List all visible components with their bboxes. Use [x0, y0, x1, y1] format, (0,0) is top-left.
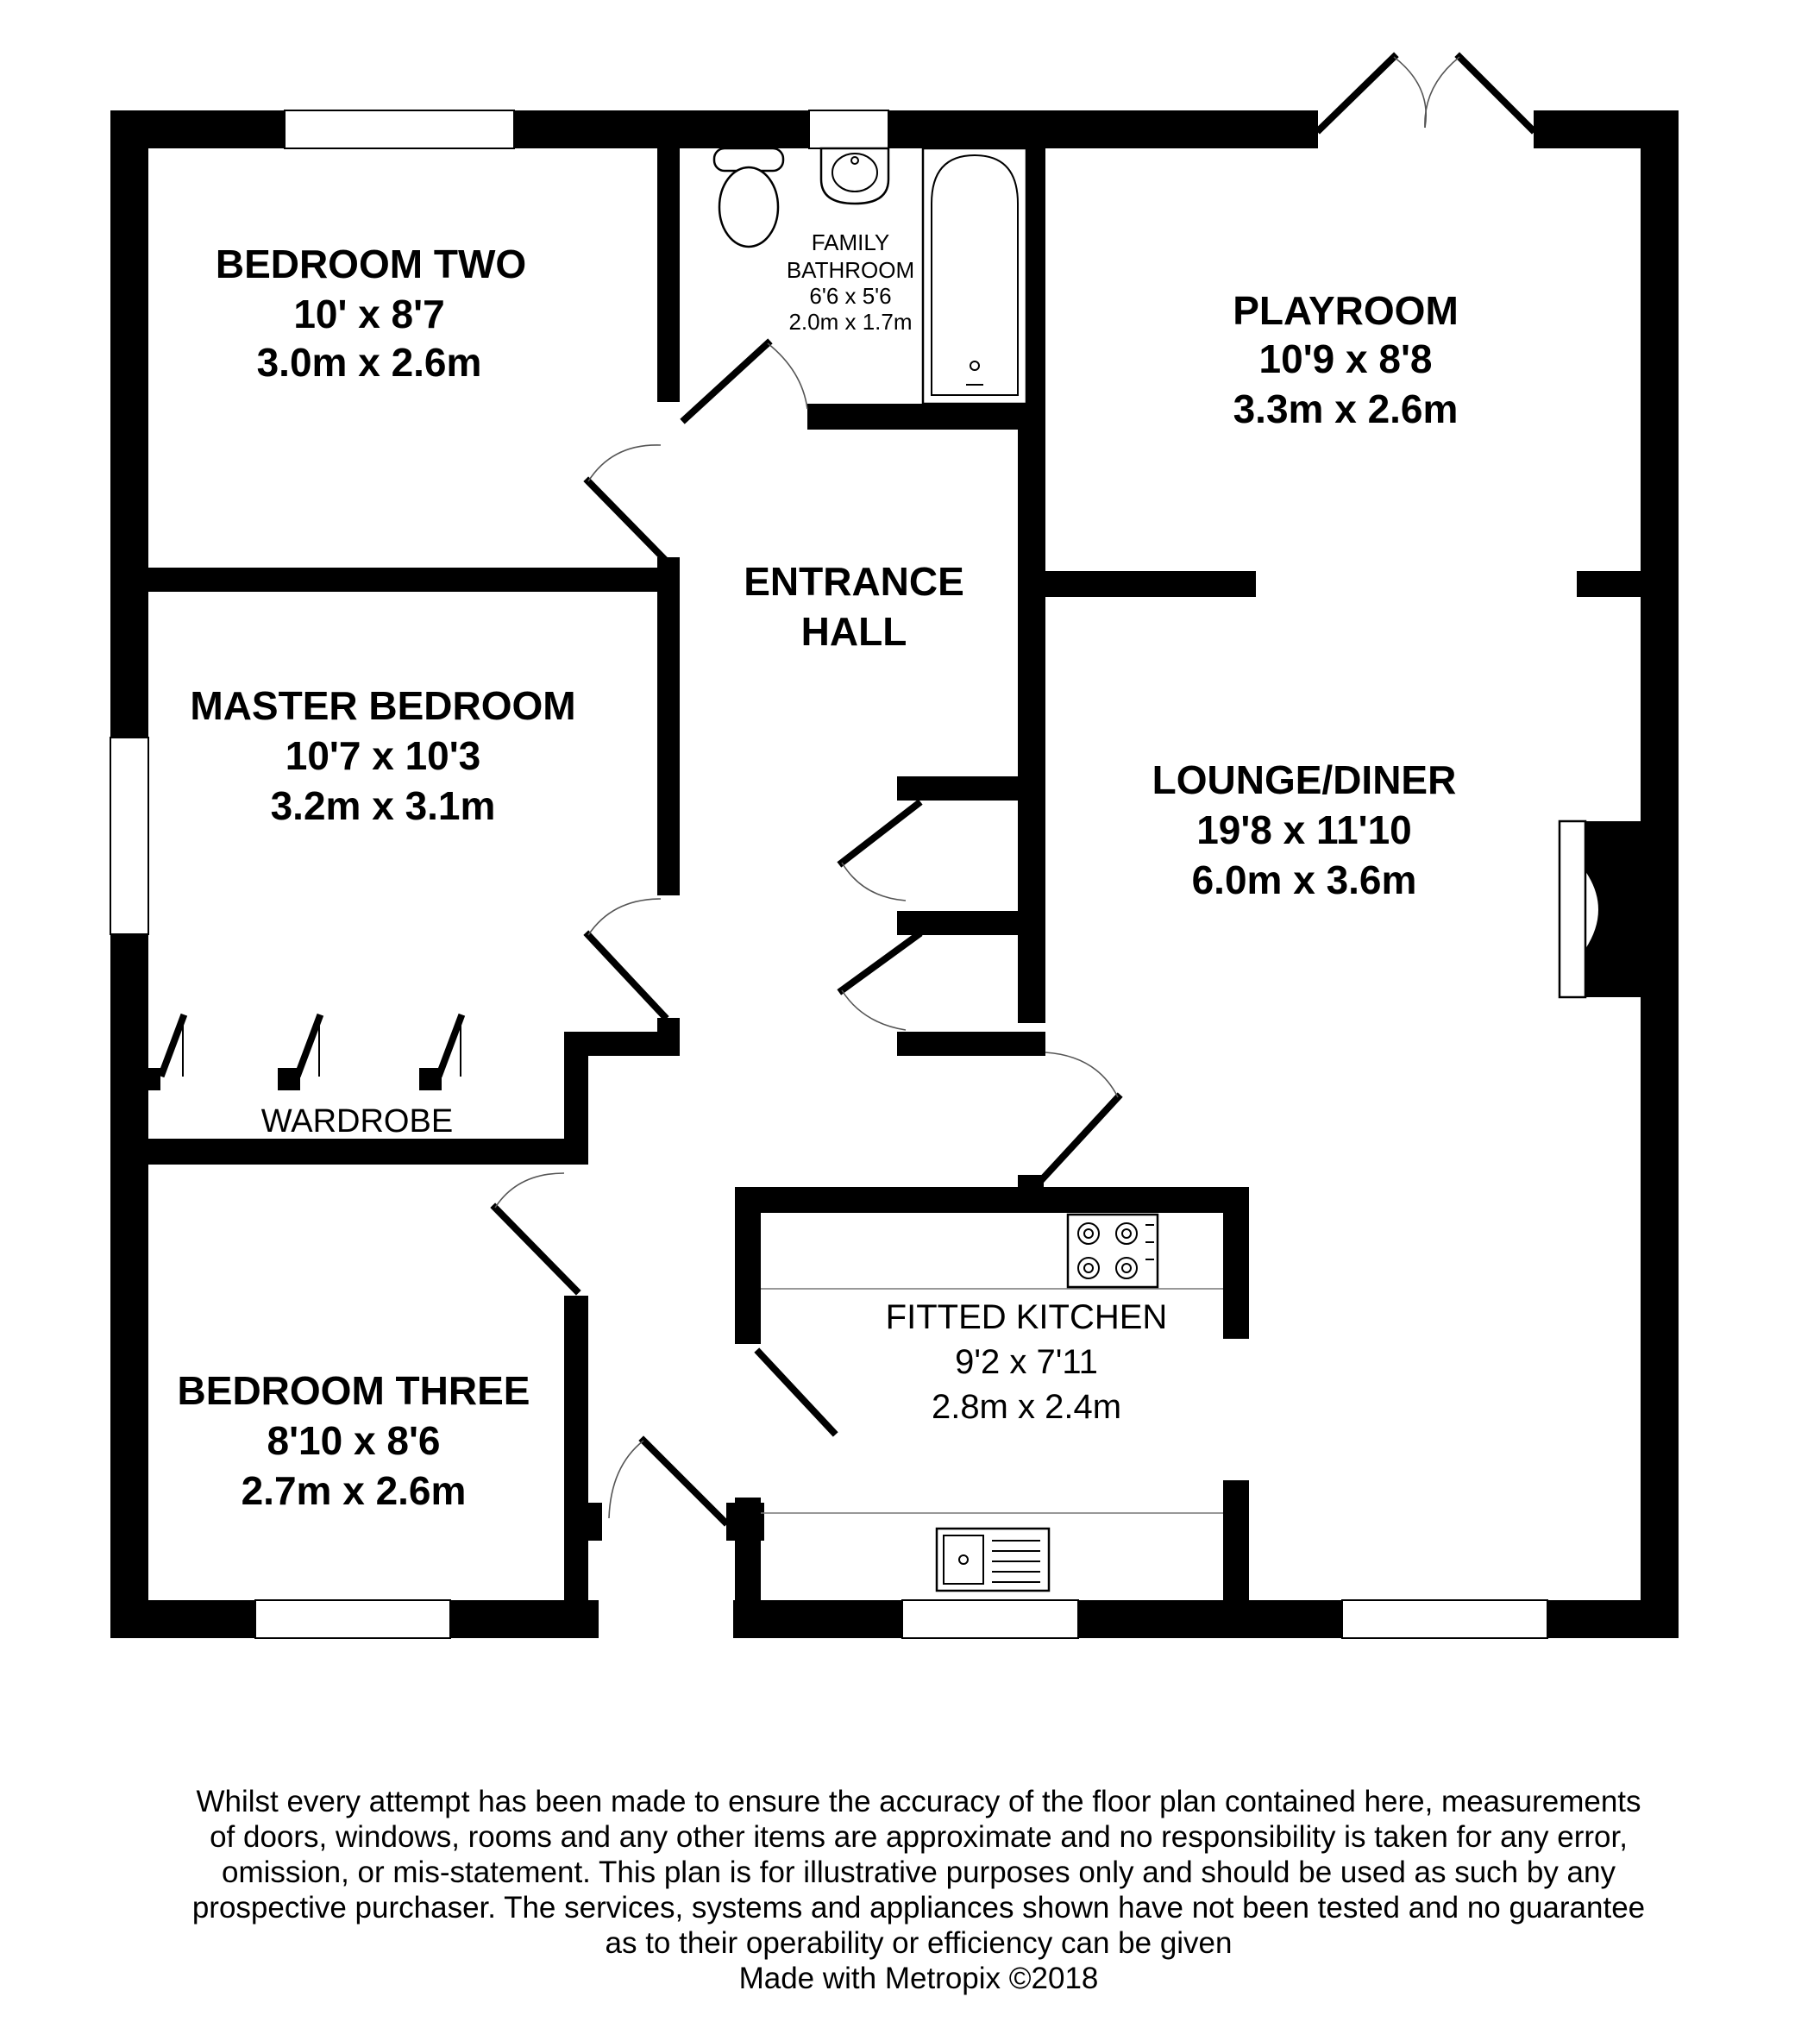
bedroom-three-door	[495, 1208, 576, 1290]
bedroom-two-door	[588, 481, 668, 562]
disclaimer	[155, 1784, 1682, 1996]
wall-kitchen-left-knob	[726, 1503, 764, 1541]
wardrobe-post-1	[148, 1068, 160, 1090]
lounge-diner-name: LOUNGE/DINER	[1152, 757, 1457, 802]
window-lounge	[1342, 1600, 1547, 1638]
patio-door-right	[1459, 57, 1532, 129]
bedroom-three-door-arc	[495, 1173, 564, 1208]
bedroom-two-name: BEDROOM TWO	[215, 242, 527, 286]
playroom-name: PLAYROOM	[1233, 288, 1459, 333]
wall-cupboard-top	[897, 776, 1045, 801]
bedroom-three-metric: 2.7m x 2.6m	[241, 1468, 467, 1513]
bedroom-three-name: BEDROOM THREE	[177, 1368, 530, 1413]
bathroom-metric: 2.0m x 1.7m	[788, 309, 913, 335]
window-master-bedroom	[110, 738, 148, 934]
wall-wardrobe-step-side	[564, 1032, 588, 1161]
hob-icon	[1068, 1215, 1158, 1287]
wall-cupboard-bottom	[897, 1032, 1045, 1056]
kitchen-name: FITTED KITCHEN	[885, 1298, 1168, 1336]
window-bedroom-two	[285, 110, 514, 148]
lounge-diner-imperial: 19'8 x 11'10	[1196, 807, 1412, 852]
disclaimer-line-5: as to their operability or efficiency can be given	[605, 1926, 1233, 1960]
wall-kitchen-top	[735, 1187, 1249, 1213]
wardrobe-door-3	[440, 1018, 461, 1073]
wall-bed2-right-upper	[657, 110, 680, 402]
wall-bed2-bottom	[148, 568, 680, 592]
master-bedroom-name: MASTER BEDROOM	[190, 683, 576, 728]
sink-icon	[937, 1529, 1049, 1591]
cupboard-door-1-arc	[842, 863, 906, 901]
toilet-icon	[714, 148, 783, 247]
wardrobe-door-1	[162, 1018, 183, 1073]
cupboard-door-1	[842, 804, 918, 863]
fireplace-icon	[1560, 821, 1641, 997]
lounge-door	[1035, 1097, 1118, 1187]
wall-playroom-bottom-right	[1577, 571, 1641, 597]
wall-bed3-right-knob	[564, 1503, 602, 1541]
master-bedroom-door	[588, 935, 664, 1016]
master-bedroom-metric: 3.2m x 3.1m	[270, 783, 496, 828]
bedroom-two-door-arc	[588, 445, 661, 481]
wardrobe-door-2	[298, 1018, 319, 1073]
hall-lower-door	[643, 1441, 725, 1522]
disclaimer-line-1: Whilst every attempt has been made to ensure the accuracy of the floor plan contained here, measurements	[196, 1785, 1641, 1818]
wardrobe-label: WARDROBE	[260, 1103, 454, 1140]
playroom-imperial: 10'9 x 8'8	[1258, 336, 1433, 381]
wall-playroom-bottom-left	[1045, 571, 1256, 597]
wall-kitchen-left-upper	[735, 1187, 761, 1344]
master-bedroom-door-arc	[588, 899, 661, 935]
bathroom-name-line2: BATHROOM	[786, 257, 915, 283]
bedroom-two-metric: 3.0m x 2.6m	[256, 340, 482, 385]
playroom-metric: 3.3m x 2.6m	[1233, 386, 1459, 431]
kitchen-imperial: 9'2 x 7'11	[955, 1343, 1098, 1381]
wall-bed3-right	[564, 1296, 588, 1617]
bathroom-name-line1: FAMILY	[811, 229, 890, 255]
patio-door-left-arc	[1394, 57, 1426, 128]
basin-icon	[821, 148, 888, 204]
window-bedroom-three	[255, 1600, 450, 1638]
wardrobe-doors	[148, 1018, 461, 1090]
bedroom-three-imperial: 8'10 x 8'6	[267, 1418, 441, 1463]
bathroom-door	[685, 343, 768, 419]
bathroom-door-arc	[768, 343, 807, 409]
entrance-hall-line1: ENTRANCE	[744, 559, 964, 604]
cupboard-door-2	[842, 935, 918, 990]
wall-bath-bottom	[807, 404, 1045, 430]
lounge-diner-metric: 6.0m x 3.6m	[1191, 857, 1417, 902]
wall-wardrobe-bottom	[148, 1139, 588, 1165]
bath-icon	[923, 148, 1026, 404]
kitchen-door	[759, 1353, 833, 1432]
patio-door-left	[1320, 57, 1394, 129]
disclaimer-line-3: omission, or mis-statement. This plan is for illustrative purposes only and should be used as such by any	[222, 1856, 1616, 1889]
wall-right	[1641, 110, 1679, 1638]
wall-master-right-upper	[657, 592, 680, 895]
patio-door-right-arc	[1425, 57, 1459, 128]
lounge-door-arc	[1045, 1052, 1118, 1097]
fixtures	[714, 148, 1641, 1591]
entrance-hall-line2: HALL	[800, 609, 907, 654]
hall-lower-door-arc	[609, 1441, 643, 1518]
wall-wardrobe-right-stub	[564, 1070, 588, 1096]
bathroom-imperial: 6'6 x 5'6	[809, 283, 892, 309]
window-bathroom	[809, 110, 888, 148]
bedroom-two-imperial: 10' x 8'7	[293, 292, 445, 336]
master-bedroom-imperial: 10'7 x 10'3	[285, 733, 481, 778]
kitchen-metric: 2.8m x 2.4m	[931, 1388, 1122, 1426]
metropix-credit: Made with Metropix ©2018	[738, 1962, 1099, 1995]
wall-kitchen-right-lower	[1223, 1480, 1249, 1618]
disclaimer-line-4: prospective purchaser. The services, systems and appliances shown have not been tested and no guarantee	[191, 1891, 1646, 1925]
cupboard-door-2-arc	[842, 990, 906, 1030]
wall-kitchen-right-upper	[1223, 1187, 1249, 1339]
disclaimer-line-2: of doors, windows, rooms and any other items are approximate and no responsibility is taken for any error,	[210, 1820, 1628, 1854]
window-kitchen	[902, 1600, 1078, 1638]
